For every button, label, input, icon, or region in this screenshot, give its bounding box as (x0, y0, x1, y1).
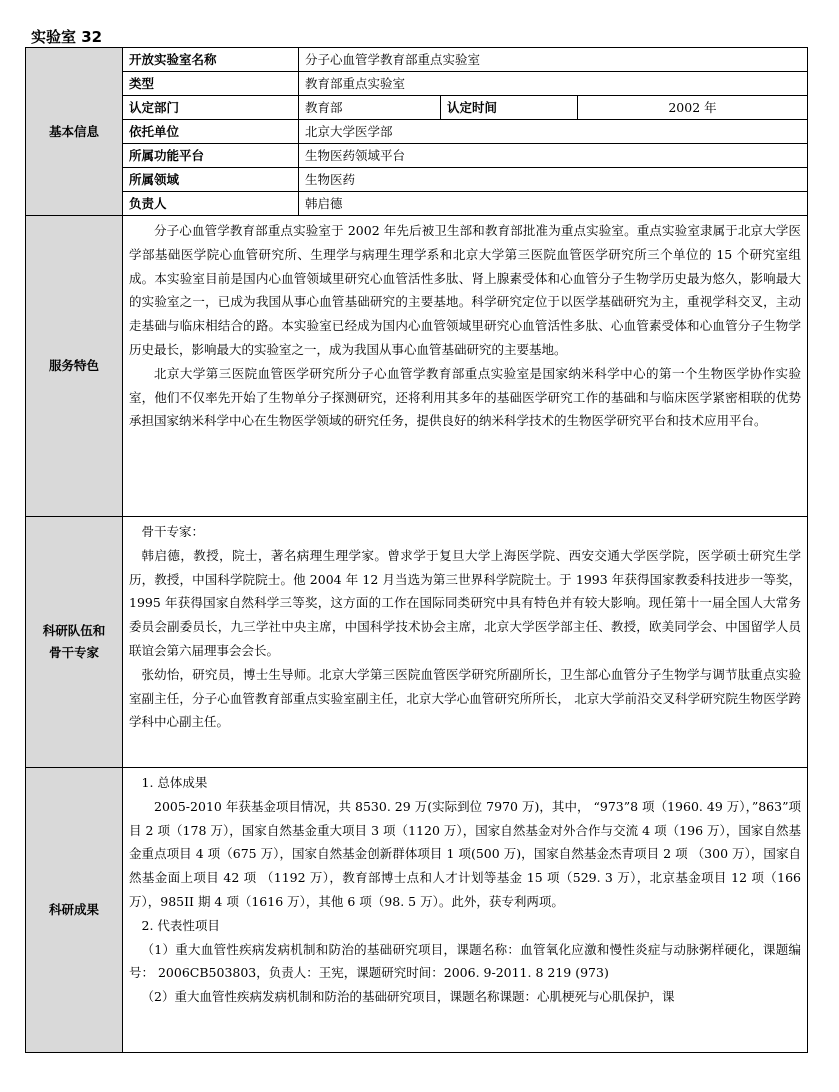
service-paragraph-1: 分子心血管学教育部重点实验室于 2002 年先后被卫生部和教育部批准为重点实验室。重点实验室隶属于北京大学医学部基础医学院心血管研究所、生理学与病理生理学系和北京大学第三医院血管医学研究所三个单位的 15 个研究室组成。本实验室目前是国内心血管领域里研究心血管活性多肽、肾上腺素受体和心血管分子生物学历史最为悠久，影响最大的实验室之一，已成为我国从事心血管基础研究的主要基地。科学研究定位于以医学基础研究为主，重视学科交叉，主动走基础与临床相结合的路。本实验室已经成为国内心血管领域里研究心血管活性多肽、心血管素受体和心血管分子生物学历史最长，影响最大的实验室之一，成为我国从事心血管基础研究的主要基地。 (129, 223, 801, 357)
results-paragraph-2: （1）重大血管性疾病发病机制和防治的基础研究项目，课题名称：血管氧化应激和慢性炎症与动脉粥样硬化，课题编号： 2006CB503803，负责人：王宪，课题研究时间：2006. 9-2011. 8 219 (973) (129, 941, 801, 981)
row-dept (26, 96, 808, 120)
team-label-line1: 科研队伍和 (42, 623, 106, 638)
platform-key: 所属功能平台 (123, 144, 299, 168)
results-heading-2: 2. 代表性项目 (141, 917, 220, 933)
lab-info-table (25, 47, 808, 1053)
page-title: 实验室 32 (31, 28, 103, 46)
row-platform (26, 144, 808, 168)
dept-value: 教育部 (299, 96, 441, 120)
team-paragraph-1: 韩启德，教授，院士，著名病理生理学家。曾求学于复旦大学上海医学院、西安交通大学医学院，医学硕士研究生学历，教授，中国科学院院士。他 2004 年 12 月当选为第三世界科学院院士。于 1993 年获得国家教委科技进步一等奖，1995 年获得国家自然科学三等奖，这方面的工作在国际同类研究中具有特色并有较大影响。现任第十一届全国人大常务委员会副委员长，九三学社中央主席，中国科学技术协会主席，北京大学医学部主任、教授，欧美同学会、中国留学人员联谊会第六届理事会会长。 (129, 547, 801, 658)
row-head (26, 192, 808, 216)
team-heading: 骨干专家： (141, 524, 205, 539)
field-value: 生物医药 (299, 168, 808, 192)
results-paragraph-3: （2）重大血管性疾病发病机制和防治的基础研究项目，课题名称课题：心肌梗死与心肌保护，课 (141, 989, 675, 1005)
service-label: 服务特色 (26, 216, 123, 517)
row-service (26, 216, 808, 517)
service-content (123, 216, 808, 517)
type-value: 教育部重点实验室 (299, 72, 808, 96)
lab-name-value: 分子心血管学教育部重点实验室 (299, 48, 808, 72)
team-label (26, 517, 123, 768)
row-field (26, 168, 808, 192)
dept-key: 认定部门 (123, 96, 299, 120)
host-value: 北京大学医学部 (299, 120, 808, 144)
row-results (26, 768, 808, 1053)
team-paragraph-2: 张幼怡，研究员，博士生导师。北京大学第三医院血管医学研究所副所长，卫生部心血管分子生物学与调节肽重点实验室副主任，分子心血管教育部重点实验室副主任，北京大学心血管研究所所长， 北京大学前沿交叉科学研究院生物医学跨学科中心副主任。 (129, 666, 801, 730)
lab-name-key: 开放实验室名称 (123, 48, 299, 72)
head-value: 韩启德 (299, 192, 808, 216)
row-team (26, 517, 808, 768)
row-host (26, 120, 808, 144)
row-lab-name (26, 48, 808, 72)
team-content (123, 517, 808, 768)
host-key: 依托单位 (123, 120, 299, 144)
results-label: 科研成果 (26, 768, 123, 1053)
head-key: 负责人 (123, 192, 299, 216)
platform-value: 生物医药领域平台 (299, 144, 808, 168)
results-heading-1: 1. 总体成果 (141, 775, 208, 790)
basic-info-label: 基本信息 (26, 48, 123, 216)
row-type (26, 72, 808, 96)
type-key: 类型 (123, 72, 299, 96)
service-paragraph-2: 北京大学第三医院血管医学研究所分子心血管学教育部重点实验室是国家纳米科学中心的第一个生物医学协作实验室，他们不仅率先开始了生物单分子探测研究，还将利用其多年的基础医学研究工作的基础和与临床医学紧密相联的优势承担国家纳米科学中心在生物医学领域的研究任务，提供良好的纳米科学技术的生物医学研究平台和技术应用平台。 (129, 365, 801, 429)
results-content (123, 768, 808, 1053)
date-key: 认定时间 (441, 96, 578, 120)
date-value: 2002 年 (578, 96, 808, 120)
results-paragraph-1: 2005-2010 年获基金项目情况，共 8530. 29 万(实际到位 7970 万)，其中， “973”8 项（1960. 49 万），”863”项目 2 项（178 万），国家自然基金重大项目 3 项（1120 万），国家自然基金对外合作与交流 4 项（196 万），国家自然基金重点项目 4 项（675 万），国家自然基金创新群体项目 1 项(500 万)，国家自然基金杰青项目 2 项 （300 万），国家自然基金面上项目 42 项 （1192 万），教育部博士点和人才计划等基金 15 项（529. 3 万），北京基金项目 12 项（166 万），985II 期 4 项（1616 万），其他 6 项（98. 5 万）。此外，获专利两项。 (129, 798, 801, 909)
field-key: 所属领域 (123, 168, 299, 192)
team-label-line2: 骨干专家 (48, 645, 99, 660)
